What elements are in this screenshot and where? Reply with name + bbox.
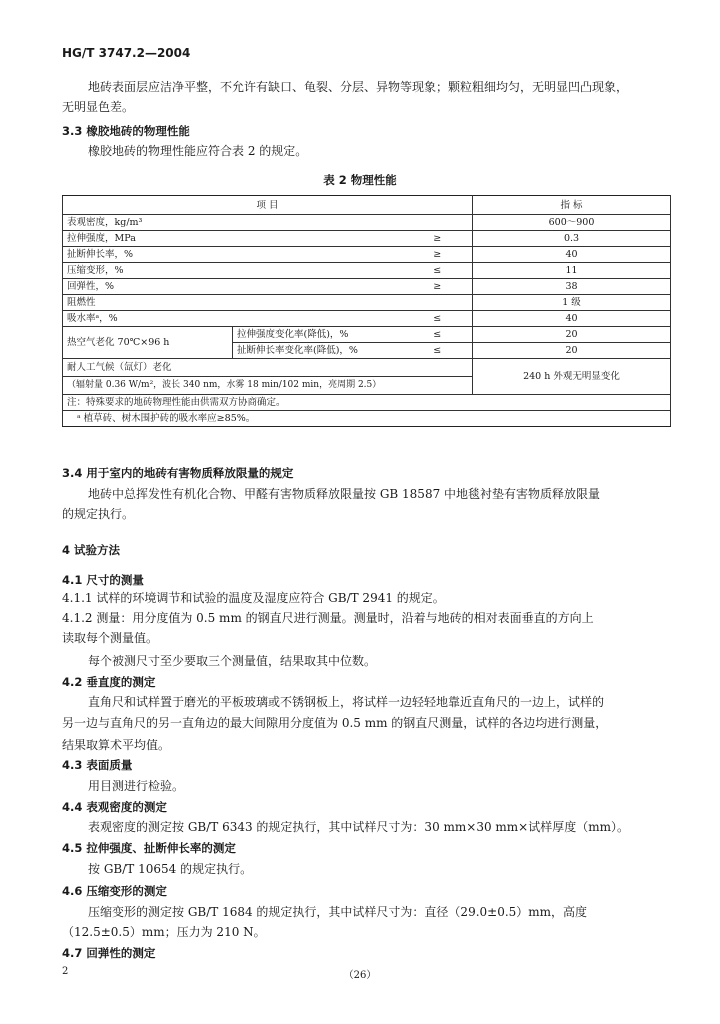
table-row (63, 279, 671, 295)
standard-number-header: HG/T 3747.2—2004 (62, 46, 191, 60)
row-operator: ≥ (403, 279, 473, 295)
column-header-item: 项 目 (63, 196, 473, 215)
weathering-label-2: （辐射量 0.36 W/m²，波长 340 nm，水雾 18 min/102 min，亮周期 2.5） (63, 377, 473, 395)
section-3-4-heading: 3.4 用于室内的地砖有害物质释放限量的规定 (62, 466, 294, 480)
table-row (63, 311, 671, 327)
aging-label: 热空气老化 70℃×96 h (63, 327, 233, 359)
row-operator: ≤ (403, 263, 473, 279)
table-row-aging (63, 327, 671, 343)
aging-value-2: 20 (473, 343, 671, 359)
section-4-6-line-2: （12.5±0.5）mm；压力为 210 N。 (62, 925, 266, 939)
row-operator (403, 215, 473, 231)
row-item: 表观密度，kg/m³ (63, 215, 403, 231)
section-3-3-text: 橡胶地砖的物理性能应符合表 2 的规定。 (88, 144, 308, 158)
table-row (63, 231, 671, 247)
table-row (63, 215, 671, 231)
weathering-label-1: 耐人工气候（氙灯）老化 (63, 359, 473, 377)
section-3-4-line-2: 的规定执行。 (62, 507, 135, 521)
section-4-4-heading: 4.4 表观密度的测定 (62, 800, 167, 814)
row-operator (403, 295, 473, 311)
section-3-4-line-1: 地砖中总挥发性有机化合物、甲醛有害物质释放限量按 GB 18587 中地毯衬垫有害物质释放限量 (88, 487, 601, 501)
row-item: 吸水率ᵃ，% (63, 311, 403, 327)
row-value: 40 (473, 247, 671, 263)
row-item: 压缩变形，% (63, 263, 403, 279)
section-4-1-2-line-1: 4.1.2 测量：用分度值为 0.5 mm 的钢直尺进行测量。测量时，沿着与地砖的相对表面垂直的方向上 (62, 611, 594, 625)
row-value: 600～900 (473, 215, 671, 231)
section-4-6-line-1: 压缩变形的测定按 GB/T 1684 的规定执行，其中试样尺寸为：直径（29.0±0.5）mm，高度 (88, 905, 588, 919)
table-row (63, 247, 671, 263)
row-item: 回弹性，% (63, 279, 403, 295)
section-4-2-heading: 4.2 垂直度的测定 (62, 675, 156, 689)
table-row-weathering (63, 359, 671, 377)
aging-op-2: ≤ (403, 343, 473, 359)
section-4-2-line-1: 直角尺和试样置于磨光的平板玻璃或不锈钢板上，将试样一边轻轻地靠近直角尺的一边上，试样的 (88, 695, 605, 709)
row-item: 拉伸强度，MPa (63, 231, 403, 247)
table-note-row (63, 411, 671, 427)
page-number: 2 (62, 966, 69, 977)
aging-sub-1: 拉伸强度变化率(降低)，% (233, 327, 403, 343)
table-note-1: 注：特殊要求的地砖物理性能由供需双方协商确定。 (63, 395, 671, 411)
row-item: 扯断伸长率，% (63, 247, 403, 263)
row-value: 11 (473, 263, 671, 279)
table-note-row (63, 395, 671, 411)
section-4-3-heading: 4.3 表面质量 (62, 758, 133, 772)
sequence-number: （26） (343, 970, 377, 981)
section-4-4-text: 表观密度的测定按 GB/T 6343 的规定执行，其中试样尺寸为：30 mm×30 mm×试样厚度（mm）。 (88, 820, 629, 834)
row-operator: ≥ (403, 231, 473, 247)
intro-line-1: 地砖表面层应洁净平整，不允许有缺口、龟裂、分层、异物等现象；颗粒粗细均匀，无明显凹凸现象， (88, 80, 629, 94)
section-4-5-heading: 4.5 拉伸强度、扯断伸长率的测定 (62, 841, 236, 855)
table-row (63, 295, 671, 311)
section-4-1-2-line-3: 每个被测尺寸至少要取三个测量值，结果取其中位数。 (88, 654, 377, 668)
table-note-2: ᵃ 植草砖、树木围护砖的吸水率应≥85%。 (63, 411, 671, 427)
section-4-2-line-3: 结果取算术平均值。 (62, 738, 171, 752)
row-item: 阻燃性 (63, 295, 403, 311)
section-4-6-heading: 4.6 压缩变形的测定 (62, 884, 167, 898)
section-4-1-heading: 4.1 尺寸的测量 (62, 573, 144, 587)
section-3-3-heading: 3.3 橡胶地砖的物理性能 (62, 124, 190, 138)
column-header-index: 指 标 (473, 196, 671, 215)
physical-properties-table (62, 195, 671, 427)
section-4-1-2-line-2: 读取每个测量值。 (62, 631, 159, 645)
aging-value-1: 20 (473, 327, 671, 343)
section-4-heading: 4 试验方法 (62, 543, 121, 557)
row-value: 1 级 (473, 295, 671, 311)
section-4-7-heading: 4.7 回弹性的测定 (62, 946, 156, 960)
table-caption: 表 2 物理性能 (323, 173, 397, 187)
row-value: 38 (473, 279, 671, 295)
section-4-3-text: 用目测进行检验。 (88, 779, 185, 793)
aging-sub-2: 扯断伸长率变化率(降低)，% (233, 343, 403, 359)
section-4-1-1: 4.1.1 试样的环境调节和试验的温度及湿度应符合 GB/T 2941 的规定。 (62, 591, 445, 605)
section-4-2-line-2: 另一边与直角尺的另一直角边的最大间隙用分度值为 0.5 mm 的钢直尺测量，试样的各边均进行测量， (62, 716, 608, 730)
row-operator: ≥ (403, 247, 473, 263)
section-4-5-text: 按 GB/T 10654 的规定执行。 (88, 862, 253, 876)
weathering-value: 240 h 外观无明显变化 (473, 359, 671, 395)
table-row (63, 263, 671, 279)
row-value: 0.3 (473, 231, 671, 247)
aging-op-1: ≤ (403, 327, 473, 343)
table-header-row (63, 196, 671, 215)
intro-line-2: 无明显色差。 (62, 100, 135, 114)
row-value: 40 (473, 311, 671, 327)
row-operator: ≤ (403, 311, 473, 327)
